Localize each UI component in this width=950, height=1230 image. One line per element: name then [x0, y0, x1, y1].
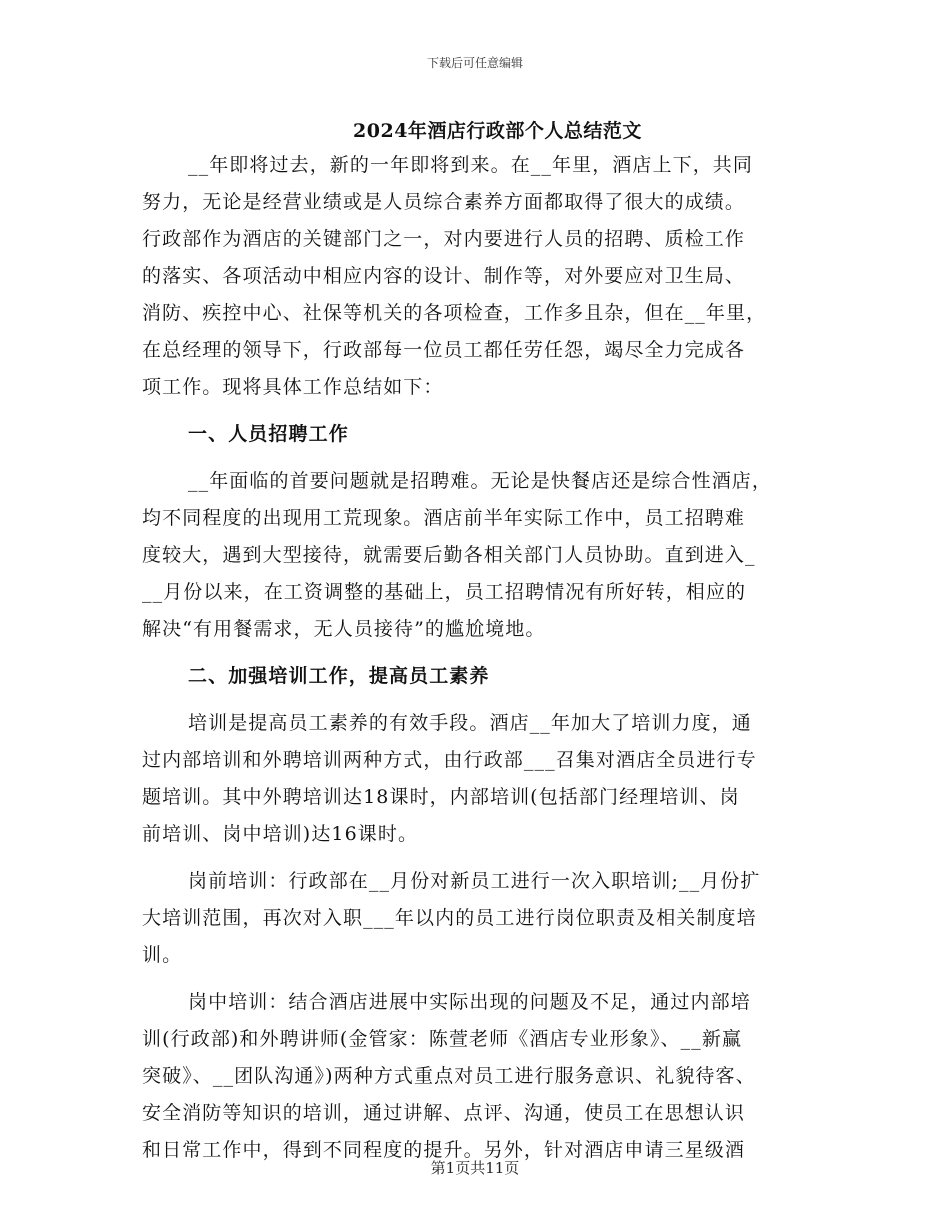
paragraph-line: 消防、疾控中心、社保等机关的各项检查，工作多且杂，但在__年里，: [142, 302, 767, 324]
paragraph-line: 的落实、各项活动中相应内容的设计、制作等，对外要应对卫生局、: [142, 265, 746, 287]
paragraph-line: __年面临的首要问题就是招聘难。无论是快餐店还是综合性酒店，: [188, 470, 773, 492]
paragraph-line: 项工作。现将具体工作总结如下：: [142, 376, 444, 398]
paragraph-line: 均不同程度的出现用工荒现象。酒店前半年实际工作中，员工招聘难: [142, 507, 746, 529]
paragraph-line: 岗前培训：行政部在__月份对新员工进行一次入职培训;__月份扩: [188, 870, 761, 892]
paragraph-line: 培训是提高员工素养的有效手段。酒店__年加大了培训力度，通: [188, 712, 752, 734]
paragraph-line: 前培训、岗中培训)达16课时。: [142, 823, 419, 845]
download-note: 下载后可任意编辑: [426, 56, 523, 70]
paragraph-line: 突破》、__团队沟通》)两种方式重点对员工进行服务意识、礼貌待客、: [142, 1065, 756, 1087]
document-title: 2024年酒店行政部个人总结范文: [353, 120, 642, 142]
paragraph-line: __月份以来，在工资调整的基础上，员工招聘情况有所好转，相应的: [142, 581, 747, 603]
section-heading: 二、加强培训工作，提高员工素养: [188, 665, 490, 687]
document-body: [142, 147, 822, 1169]
paragraph-line: 训。: [142, 944, 183, 966]
paragraph-line: 题培训。其中外聘培训达18课时，内部培训(包括部门经理培训、岗: [142, 786, 740, 808]
paragraph-line: 解决“有用餐需求，无人员接待”的尴尬境地。: [142, 618, 546, 640]
paragraph-line: 岗中培训：结合酒店进展中实际出现的问题及不足，通过内部培: [188, 991, 751, 1013]
paragraph-line: __年即将过去，新的一年即将到来。在__年里，酒店上下，共同: [188, 154, 754, 176]
paragraph-line: 努力，无论是经营业绩或是人员综合素养方面都取得了很大的成绩。: [142, 191, 746, 213]
paragraph-line: 在总经理的领导下，行政部每一位员工都任劳任怨，竭尽全力完成各: [142, 339, 746, 361]
section-heading: 一、人员招聘工作: [188, 423, 349, 445]
page-number: 第1页共11页: [430, 1159, 520, 1177]
paragraph-line: 过内部培训和外聘培训两种方式，由行政部___召集对酒店全员进行专: [142, 749, 757, 771]
paragraph-line: 和日常工作中，得到不同程度的提升。另外，针对酒店申请三星级酒: [142, 1139, 746, 1161]
paragraph-line: 训(行政部)和外聘讲师(金管家：陈萱老师《酒店专业形象》、__新赢: [142, 1028, 743, 1050]
paragraph-line: 安全消防等知识的培训，通过讲解、点评、沟通，使员工在思想认识: [142, 1102, 746, 1124]
paragraph-line: 度较大，遇到大型接待，就需要后勤各相关部门人员协助。直到进入_: [142, 544, 756, 566]
paragraph-line: 行政部作为酒店的关键部门之一，对内要进行人员的招聘、质检工作: [142, 228, 746, 250]
paragraph-line: 大培训范围，再次对入职___年以内的员工进行岗位职责及相关制度培: [142, 907, 757, 929]
